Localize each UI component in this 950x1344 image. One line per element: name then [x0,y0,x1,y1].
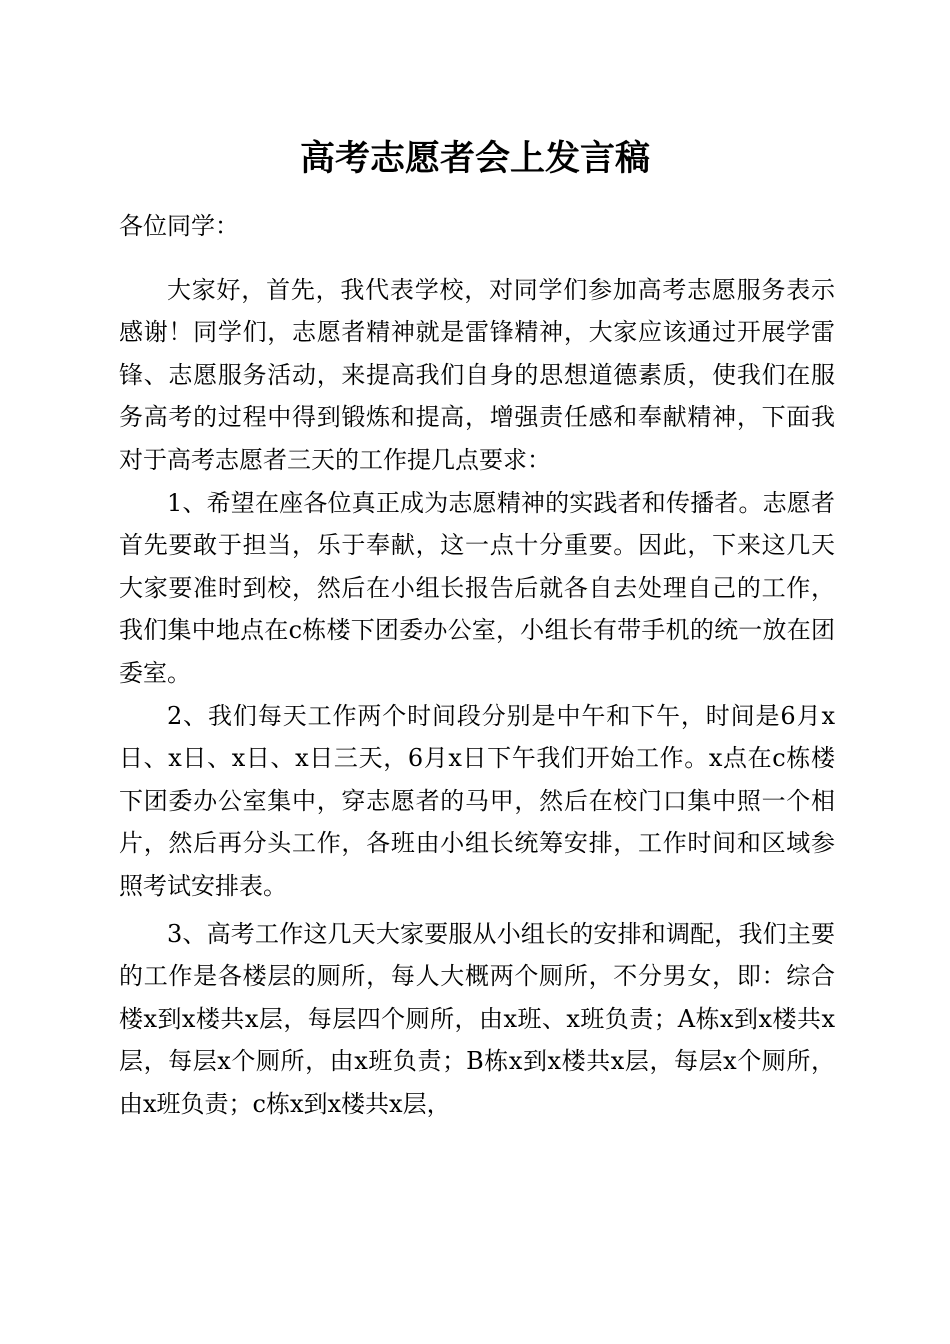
document-title: 高考志愿者会上发言稿 [299,138,650,179]
paragraph-requirement-2: 2、我们每天工作两个时间段分别是中午和下午，时间是6月x日、x日、x日、x日三天，6月x日下午我们开始工作。x点在c栋楼下团委办公室集中，穿志愿者的马甲，然后在校门口集中照一个相片，然后再分头工作，各班由小组长统筹安排，工作时间和区域参照考试安排表。 [119,701,835,900]
salutation: 各位同学： [119,212,239,240]
paragraph-requirement-3: 3、高考工作这几天大家要服从小组长的安排和调配，我们主要的工作是各楼层的厕所，每人大概两个厕所，不分男女，即：综合楼x到x楼共x层，每层四个厕所，由x班、x班负责；A栋x到x楼共x层，每层x个厕所，由x班负责；B栋x到x楼共x层，每层x个厕所，由x班负责；c栋x到x楼共x层， [119,919,835,1118]
document-body [119,205,835,1125]
paragraph-requirement-1: 1、希望在座各位真正成为志愿精神的实践者和传播者。志愿者首先要敢于担当，乐于奉献，这一点十分重要。因此，下来这几天大家要准时到校，然后在小组长报告后就各自去处理自己的工作，我们集中地点在c栋楼下团委办公室，小组长有带手机的统一放在团委室。 [119,488,835,687]
paragraph-intro: 大家好，首先，我代表学校，对同学们参加高考志愿服务表示感谢！同学们，志愿者精神就是雷锋精神，大家应该通过开展学雷锋、志愿服务活动，来提高我们自身的思想道德素质，使我们在服务高考的过程中得到锻炼和提高，增强责任感和奉献精神，下面我对于高考志愿者三天的工作提几点要求： [119,275,835,474]
